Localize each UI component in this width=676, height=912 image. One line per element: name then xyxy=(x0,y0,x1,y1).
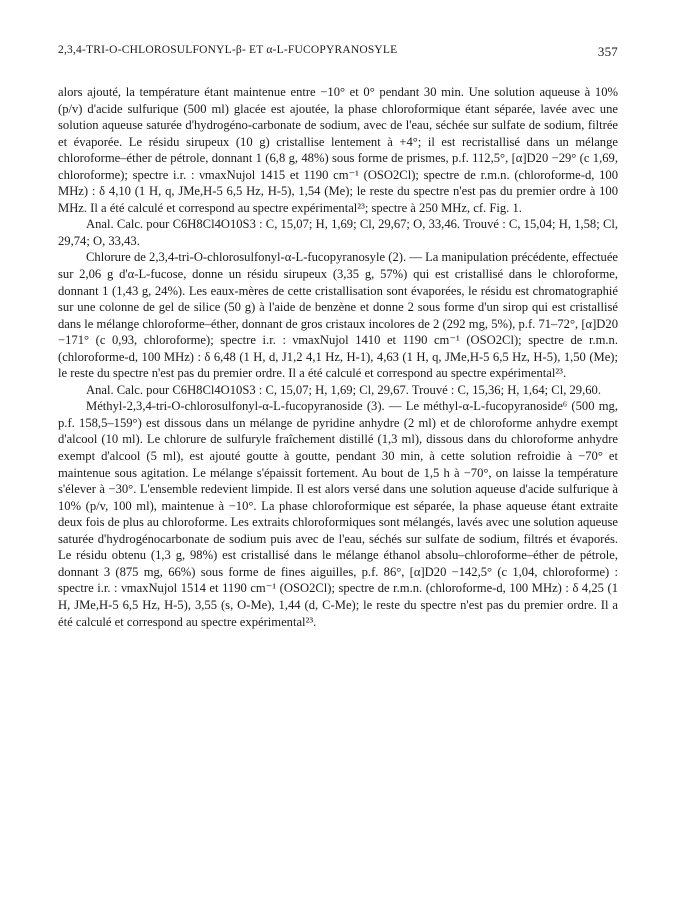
paragraph-compound-2: Chlorure de 2,3,4-tri-O-chlorosulfonyl-α-L-fucopyranosyle (2). — La manipulation précédente, effectuée sur 2,06 g d'α-L-fucose, donne un résidu sirupeux (3,35 g, 57%) qui est cristallisé dans le chloroforme, donnant 1 (1,43 g, 24%). Les eaux-mères de cette cristallisation sont évaporées, le résidu est chromatographié sur une colonne de gel de silice (50 g) à l'aide de benzène et donne 2 sous forme d'un sirop qui est cristallisé dans le mélange chloroforme–éther, donnant de gros cristaux incolores de 2 (292 mg, 5%), p.f. 71–72°, [α]D20 −171° (c 0,93, chloroforme); spectre i.r. : νmaxNujol 1410 et 1190 cm⁻¹ (OSO2Cl); spectre de r.m.n. (chloroforme-d, 100 MHz) : δ 6,48 (1 H, d, J1,2 4,1 Hz, H-1), 4,63 (1 H, q, JMe,H-5 6,5 Hz, H-5), 1,50 (Me); le reste du spectre n'est pas du premier ordre. Il a été calculé et correspond au spectre expérimental²³. xyxy=(58,250,618,381)
page-header xyxy=(58,44,618,64)
paragraph-analysis-1: Anal. Calc. pour C6H8Cl4O10S3 : C, 15,07; H, 1,69; Cl, 29,67; O, 33,46. Trouvé : C, 15,04; H, 1,58; Cl, 29,74; O, 33,43. xyxy=(58,217,618,248)
page-number: 357 xyxy=(597,44,618,59)
paragraph-compound-3: Méthyl-2,3,4-tri-O-chlorosulfonyl-α-L-fucopyranoside (3). — Le méthyl-α-L-fucopyranoside⁶ (500 mg, p.f. 158,5–159°) est dissous dans un mélange de pyridine anhydre (2 ml) et de chloroforme anhydre exempt d'alcool (10 ml). Le chlorure de sulfuryle fraîchement distillé (1,3 ml), dissous dans du chloroforme anhydre exempt d'alcool (5 ml), est ajouté goutte à goutte, pendant 30 min, à cette solution refroidie à −70° et maintenue sous agitation. Le mélange s'épaissit fortement. Au bout de 1,5 h à −70°, on laisse la température s'élever à −30°. L'ensemble redevient limpide. Il est alors versé dans une solution aqueuse d'acide sulfurique à 10% (p/v, 100 ml), maintenue à −10°. La phase chloroformique est séparée, la phase aqueuse étant extraite deux fois de plus au chloroforme. Les extraits chloroformiques sont mélangés, lavés avec une solution aqueuse saturée d'hydrogénocarbonate de sodium puis avec de l'eau, séchés sur sulfate de sodium, filtrés et évaporés. Le résidu obtenu (1,3 g, 98%) est cristallisé dans le mélange éthanol absolu–chloroforme–éther de pétrole, donnant 3 (875 mg, 66%) sous forme de fines aiguilles, p.f. 86°, [α]D20 −142,5° (c 1,04, chloroforme) : spectre i.r. : νmaxNujol 1514 et 1190 cm⁻¹ (OSO2Cl); spectre de r.m.n. (chloroforme-d, 100 MHz) : δ 4,25 (1 H, JMe,H-5 6,5 Hz, H-5), 3,55 (s, O-Me), 1,44 (d, C-Me); le reste du spectre n'est pas du premier ordre. Il a été calculé et correspond au spectre expérimental²³. xyxy=(58,399,618,629)
paragraph-analysis-2: Anal. Calc. pour C6H8Cl4O10S3 : C, 15,07; H, 1,69; Cl, 29,67. Trouvé : C, 15,36; H, 1,64; Cl, 29,60. xyxy=(86,382,601,397)
body-text xyxy=(58,84,618,824)
running-title: 2,3,4-TRI-O-CHLOROSULFONYL-β- ET α-L-FUCOPYRANOSYLE xyxy=(58,44,398,56)
paragraph-procedure-continued: alors ajouté, la température étant maintenue entre −10° et 0° pendant 30 min. Une solution aqueuse à 10% (p/v) d'acide sulfurique (500 ml) glacée est ajoutée, la phase chloroformique étant séparée, lavée avec une solution aqueuse saturée d'hydrogéno-carbonate de sodium, avec de l'eau, séchée sur sulfate de sodium, filtrée et évaporée. Le résidu sirupeux (10 g) cristallise lentement à +4°; il est recristallisé dans un mélange chloroforme–éther de pétrole, donnant 1 (6,8 g, 48%) sous forme de prismes, p.f. 112,5°, [α]D20 −29° (c 1,69, chloroforme); spectre i.r. : νmaxNujol 1415 et 1190 cm⁻¹ (OSO2Cl); spectre de r.m.n. (chloroforme-d, 100 MHz) : δ 4,10 (1 H, q, JMe,H-5 6,5 Hz, H-5), 1,54 (Me); le reste du spectre n'est pas du premier ordre à 100 MHz. Il a été calculé et correspond au spectre expérimental²³; spectre à 250 MHz, cf. Fig. 1. xyxy=(58,85,618,215)
